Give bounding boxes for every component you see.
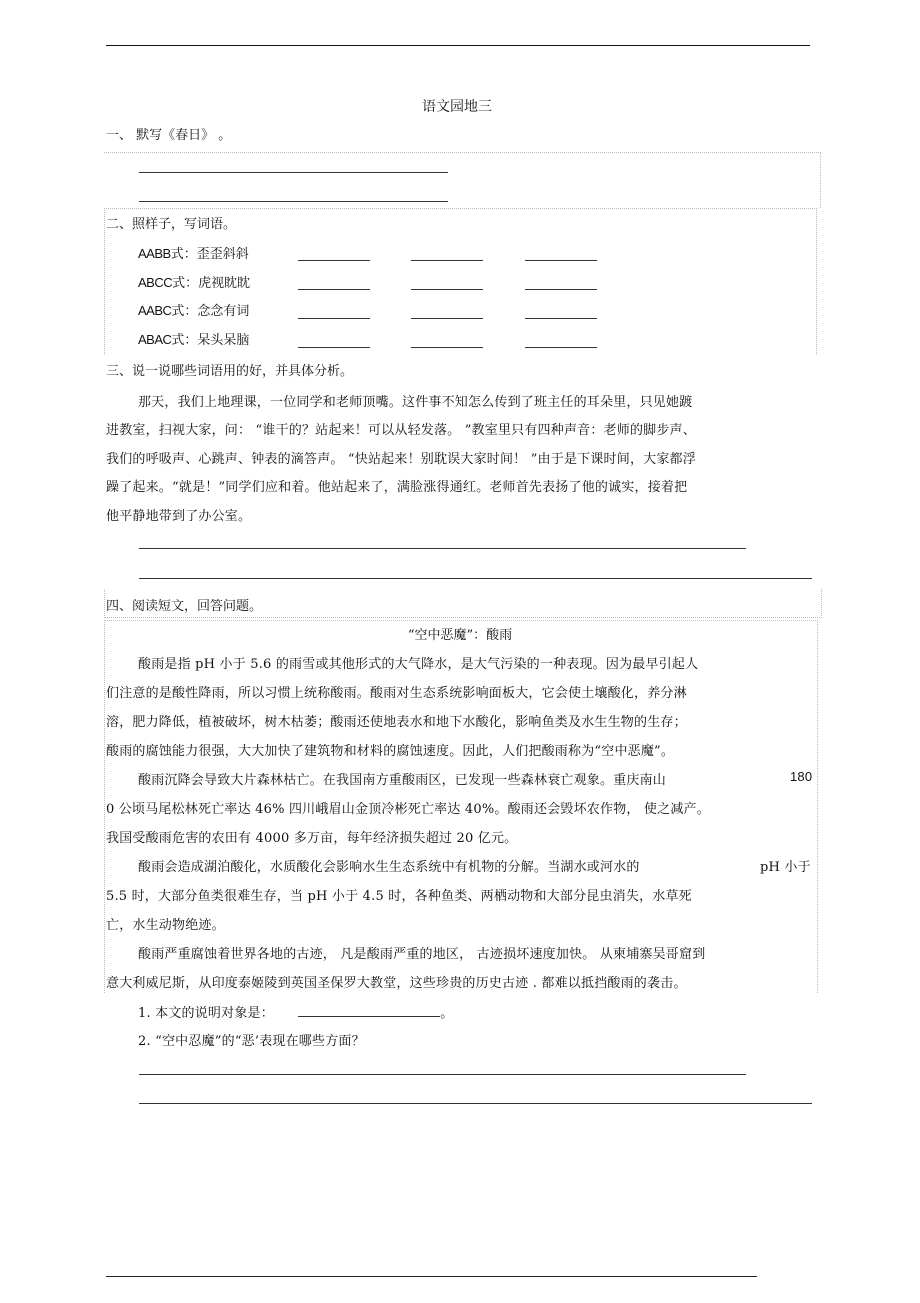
word-blank[interactable]	[411, 289, 483, 290]
word-blank[interactable]	[525, 318, 597, 319]
article-line-fragment: 180	[790, 769, 813, 784]
article-line-fragment: pH 小于	[760, 860, 811, 875]
pattern-example: 歪歪斜斜	[196, 247, 249, 262]
passage-line: 他平静地带到了办公室。	[106, 509, 252, 524]
question-1	[138, 1002, 453, 1021]
answer-line[interactable]	[139, 1103, 812, 1104]
article-line: 们注意的是酸性降雨，所以习惯上统称酸雨。酸雨对生态系统影响面板大，它会使土壤酸化，养分淋	[106, 686, 687, 701]
article-line: 意大利威尼斯，从印度泰姬陵到英国圣保罗大教堂，这些珍贵的历史古迹 . 都难以抵挡酸雨的袭击。	[106, 976, 687, 991]
section1-heading: 一、 默写《春日》 。	[106, 128, 232, 143]
passage-line: 我们的呼吸声、心跳声、钟表的滴答声。 “快站起来！别耽误大家时间！ ”由于是下课时间，大家都浮	[106, 452, 696, 467]
section3-heading: 三、说一说哪些词语用的好，并具体分析。	[106, 364, 354, 379]
page-title: 语文园地三	[422, 99, 492, 115]
pattern-code: ABAC	[138, 332, 172, 347]
article-line: 酸雨是指 pH 小于 5.6 的雨雪或其他形式的大气降水，是大气污染的一种表现。因为最早引起人	[138, 657, 699, 672]
pattern-suffix: 式：	[170, 247, 197, 262]
answer-line[interactable]	[139, 578, 812, 579]
word-blank[interactable]	[298, 260, 370, 261]
word-blank[interactable]	[411, 318, 483, 319]
word-blank[interactable]	[298, 318, 370, 319]
word-blank[interactable]	[298, 289, 370, 290]
article-line: 亡，水生动物绝迹。	[106, 918, 225, 933]
word-blank[interactable]	[411, 260, 483, 261]
article-line: 我国受酸雨危害的农田有 4000 多万亩，每年经济损失超过 20 亿元。	[106, 831, 518, 846]
article-line: 酸雨严重腐蚀着世界各地的古迹， 凡是酸雨严重的地区， 古迹损坏速度加快。 从柬埔寨吴哥窟到	[138, 947, 706, 962]
passage-line: 进教室，扫视大家，问： “谁干的？站起来！可以从轻发落。 ”教室里只有四种声音：老师的脚步声、	[106, 423, 696, 438]
pattern-example: 念念有词	[197, 304, 250, 319]
article-line: 0 公顷马尾松林死亡率达 46% 四川峨眉山金顶冷彬死亡率达 40%。酸雨还会毁坏农作物， 使之减产。	[106, 802, 710, 817]
section2-heading: 二、照样子，写词语。	[106, 217, 237, 232]
article-title: “空中恶魔”：酸雨	[407, 628, 513, 643]
answer-line[interactable]	[139, 1074, 746, 1075]
footer-rule	[106, 1276, 757, 1277]
pattern-example: 虎视眈眈	[198, 276, 251, 291]
passage-line: 那天，我们上地理课，一位同学和老师顶嘴。这件事不知怎么传到了班主任的耳朵里，只见她踱	[138, 395, 693, 410]
section4-heading: 四、阅读短文，回答问题。	[106, 599, 263, 614]
pattern-row	[138, 329, 249, 348]
word-blank[interactable]	[525, 347, 597, 348]
pattern-suffix: 式：	[171, 333, 198, 348]
answer-line[interactable]	[139, 548, 746, 549]
pattern-code: ABCC	[138, 275, 173, 290]
article-line: 酸雨的腐蚀能力很强，大大加快了建筑物和材料的腐蚀速度。因此，人们把酸雨称为“空中恶魔”。	[106, 744, 675, 759]
word-blank[interactable]	[525, 289, 597, 290]
article-line: 溶，肥力降低，植被破坏，树木枯萎；酸雨还使地表水和地下水酸化，影响鱼类及水生生物的生存；	[106, 715, 687, 730]
pattern-suffix: 式：	[172, 276, 199, 291]
word-blank[interactable]	[298, 347, 370, 348]
pattern-suffix: 式：	[171, 304, 198, 319]
question-text: 1. 本文的说明对象是：	[138, 1006, 274, 1021]
pattern-row	[138, 300, 249, 319]
pattern-code: AABB	[138, 246, 171, 261]
answer-line[interactable]	[139, 172, 448, 173]
word-blank[interactable]	[411, 347, 483, 348]
word-blank[interactable]	[525, 260, 597, 261]
article-line: 5.5 时，大部分鱼类很难生存，当 pH 小于 4.5 时，各种鱼类、两栖动物和大部分昆虫消失，水草死	[106, 889, 692, 904]
answer-blank[interactable]	[298, 1016, 440, 1017]
article-line: 酸雨沉降会导致大片森林枯亡。在我国南方重酸雨区，已发现一些森林衰亡观象。重庆南山	[138, 773, 667, 788]
article-line: 酸雨会造成湖泊酸化，水质酸化会影响水生生态系统中有机物的分解。当湖水或河水的	[138, 860, 640, 875]
pattern-row	[138, 272, 250, 291]
question-suffix: 。	[440, 1006, 454, 1021]
pattern-row	[138, 243, 249, 262]
pattern-code: AABC	[138, 303, 172, 318]
header-rule	[106, 45, 810, 46]
section1-box	[104, 152, 821, 208]
answer-line[interactable]	[139, 201, 448, 202]
question-2: 2. “空中忍魔”的“恶’表现在哪些方面？	[138, 1034, 365, 1049]
pattern-example: 呆头呆脑	[197, 333, 250, 348]
passage-line: 躁了起来。“就是！”同学们应和着。他站起来了，满脸涨得通红。老师首先表扬了他的诚实，接着把	[106, 480, 688, 495]
